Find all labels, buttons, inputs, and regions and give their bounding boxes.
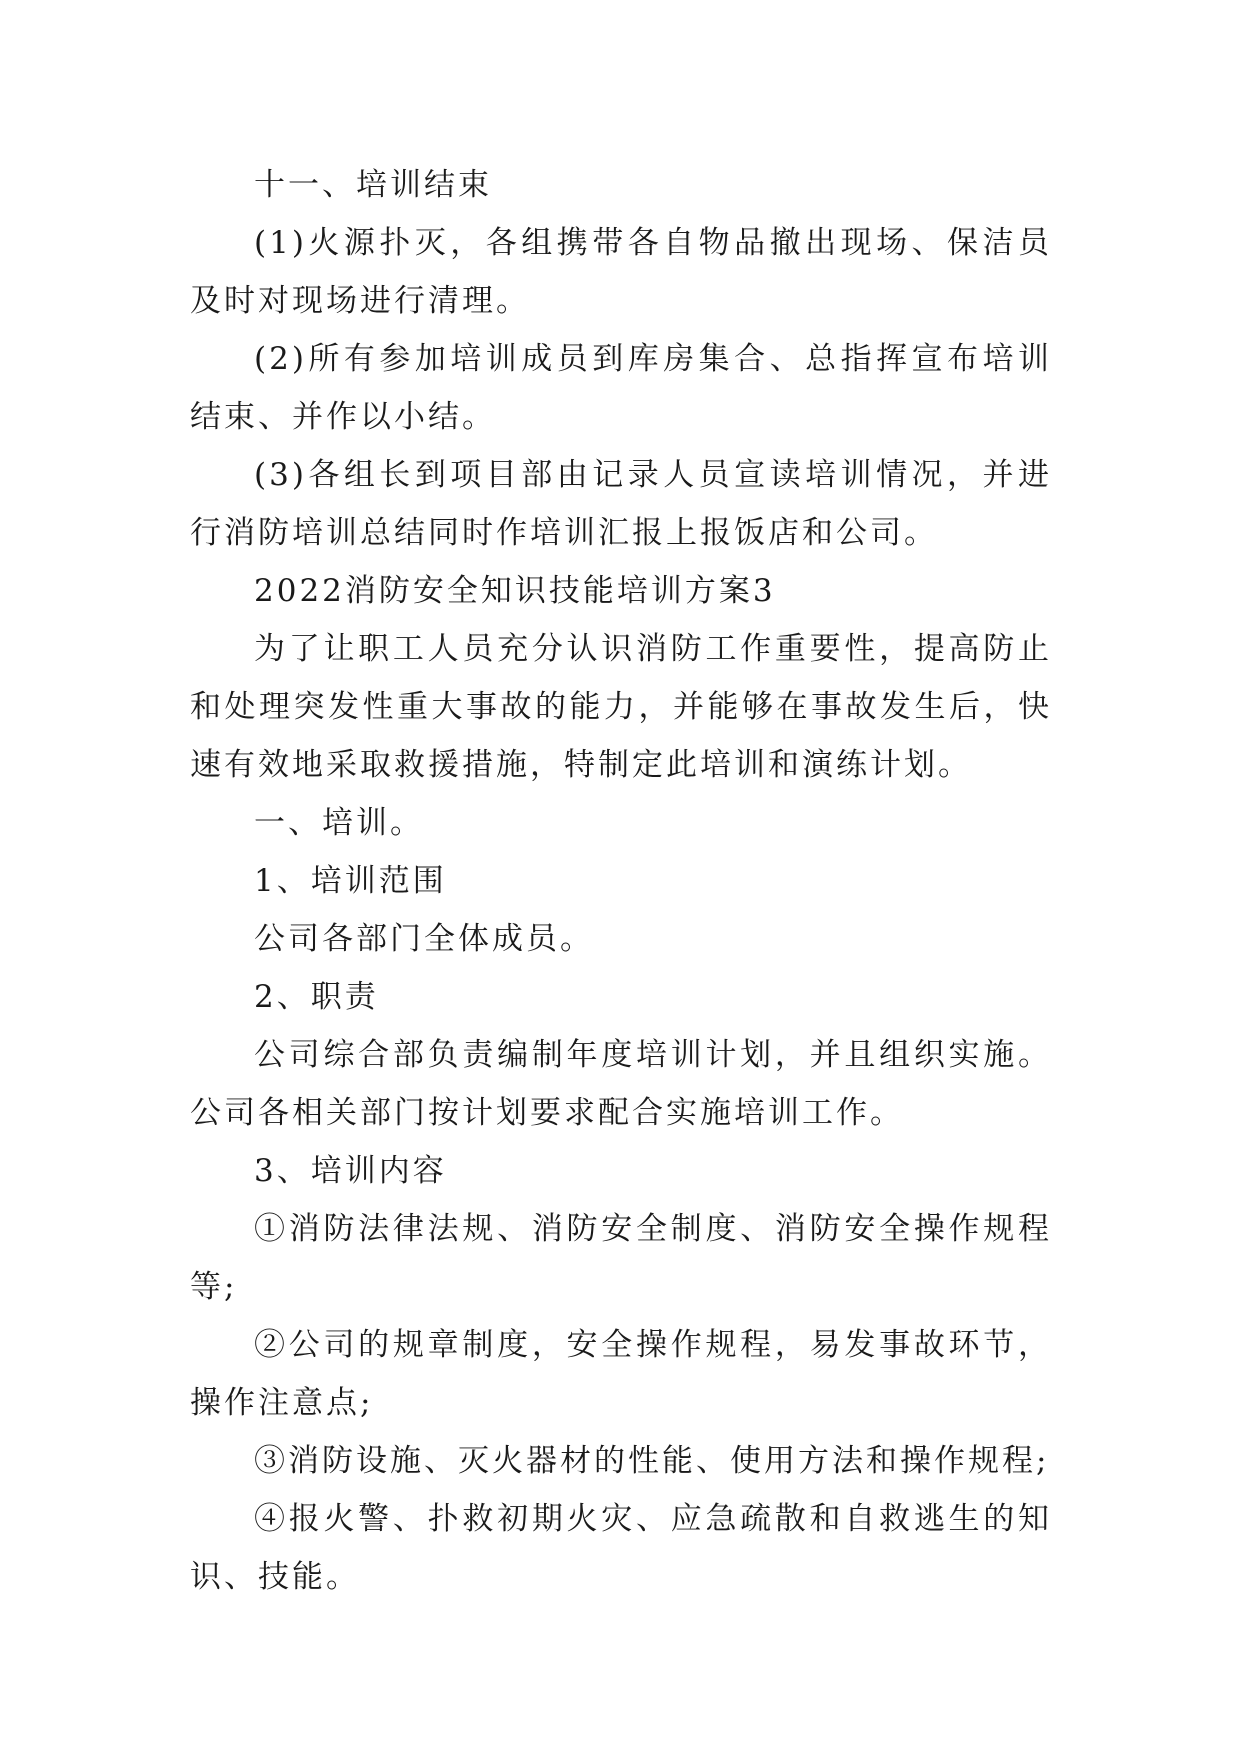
paragraph-item-2: (2)所有参加培训成员到库房集合、总指挥宣布培训结束、并作以小结。	[190, 341, 1052, 435]
section-heading-training: 一、培训。	[254, 805, 424, 841]
paragraph-scope: 公司各部门全体成员。	[254, 921, 594, 957]
list-item-content-4: ④报火警、扑救初期火灾、应急疏散和自救逃生的知识、技能。	[190, 1501, 1052, 1595]
list-item-content-3: ③消防设施、灭火器材的性能、使用方法和操作规程;	[254, 1443, 1050, 1479]
subheading-training-content: 3、培训内容	[254, 1153, 447, 1189]
paragraph-intro: 为了让职工人员充分认识消防工作重要性，提高防止和处理突发性重大事故的能力，并能够在事故发生后，快速有效地采取救援措施，特制定此培训和演练计划。	[190, 631, 1052, 783]
section-heading-training-end: 十一、培训结束	[254, 167, 492, 203]
paragraph-responsibilities: 公司综合部负责编制年度培训计划，并且组织实施。公司各相关部门按计划要求配合实施培训工作。	[190, 1037, 1052, 1131]
paragraph-item-3: (3)各组长到项目部由记录人员宣读培训情况，并进行消防培训总结同时作培训汇报上报饭店和公司。	[190, 457, 1052, 551]
subheading-training-scope: 1、培训范围	[254, 863, 447, 899]
subheading-responsibilities: 2、职责	[254, 979, 379, 1015]
document-title: 2022消防安全知识技能培训方案3	[254, 573, 776, 609]
paragraph-item-1: (1)火源扑灭，各组携带各自物品撤出现场、保洁员及时对现场进行清理。	[190, 225, 1052, 319]
list-item-content-1: ①消防法律法规、消防安全制度、消防安全操作规程等;	[190, 1211, 1052, 1305]
list-item-content-2: ②公司的规章制度，安全操作规程，易发事故环节，操作注意点;	[190, 1327, 1052, 1421]
document-body	[190, 156, 1052, 1606]
